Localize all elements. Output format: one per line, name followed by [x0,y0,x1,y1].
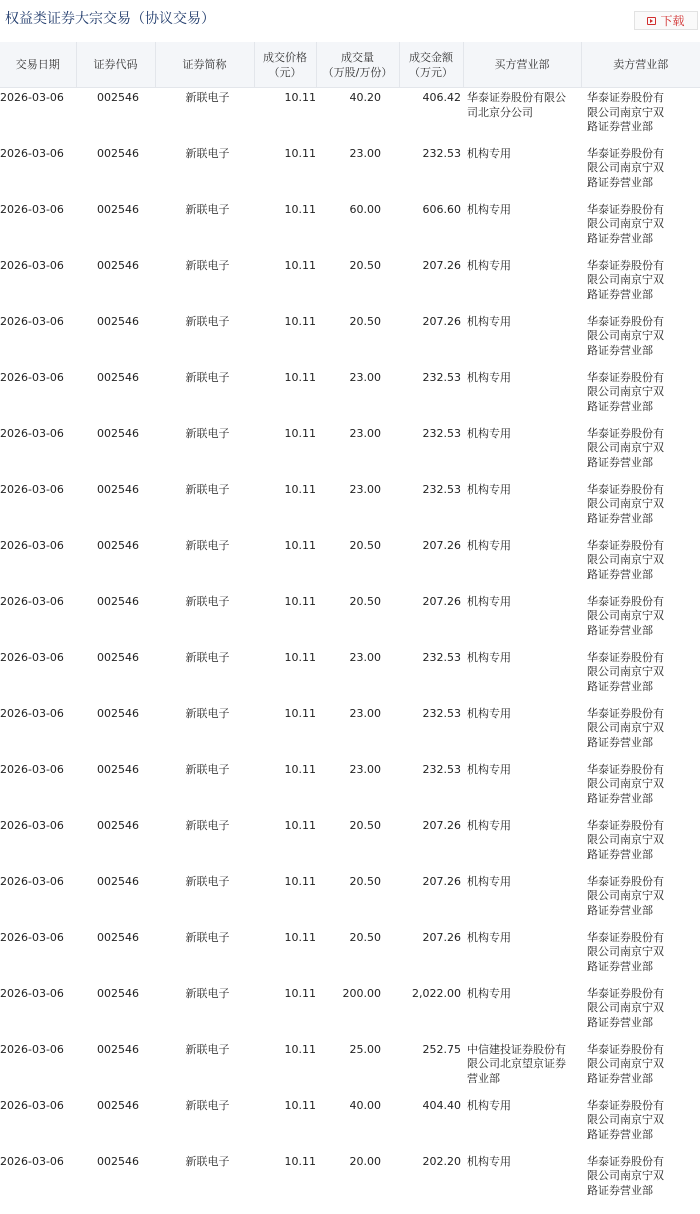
security-name-cell: 新联电子 [185,426,230,440]
volume-cell: 23.00 [349,762,381,776]
price-cell: 10.11 [284,202,316,216]
security-code-cell: 002546 [97,762,139,776]
price-cell: 10.11 [284,874,316,888]
block-trade-table [0,42,700,1208]
price-cell: 10.11 [284,1042,316,1056]
trade-date-cell: 2026-03-06 [0,370,64,384]
security-code-cell: 002546 [97,426,139,440]
security-code-cell: 002546 [97,1098,139,1112]
amount-cell: 207.26 [422,314,461,328]
buyer-cell: 机构专用 [467,202,511,216]
price-cell: 10.11 [284,1098,316,1112]
price-cell: 10.11 [284,594,316,608]
buyer-cell: 机构专用 [467,1098,511,1112]
buyer-cell: 机构专用 [467,930,511,944]
volume-cell: 20.50 [349,258,381,272]
price-cell: 10.11 [284,146,316,160]
volume-cell: 200.00 [342,986,381,1000]
header-amount [399,42,463,88]
volume-cell: 20.50 [349,874,381,888]
header-buyer [463,42,581,88]
volume-cell: 23.00 [349,426,381,440]
price-cell: 10.11 [284,1154,316,1168]
buyer-cell: 机构专用 [467,986,511,1000]
amount-cell: 606.60 [422,202,461,216]
table-row [0,88,700,144]
volume-cell: 40.20 [349,91,381,104]
buyer-cell: 机构专用 [467,594,511,608]
buyer-cell: 机构专用 [467,258,511,272]
header-security-code [76,42,155,88]
security-name-cell: 新联电子 [185,202,230,216]
trade-date-cell: 2026-03-06 [0,538,64,552]
amount-cell: 232.53 [422,426,461,440]
security-code-cell: 002546 [97,258,139,272]
security-code-cell: 002546 [97,986,139,1000]
volume-cell: 23.00 [349,370,381,384]
header-trade-date [0,42,76,88]
trade-date-cell: 2026-03-06 [0,91,64,104]
download-button[interactable] [634,11,698,30]
seller-cell: 华泰证券股份有限公司南京宁双路证券营业部 [587,986,664,1029]
seller-cell: 华泰证券股份有限公司南京宁双路证券营业部 [587,538,664,581]
seller-cell: 华泰证券股份有限公司南京宁双路证券营业部 [587,818,664,861]
header-price-label: 成交价格 [263,50,307,64]
table-header [0,42,700,88]
table-row [0,704,700,760]
price-cell: 10.11 [284,91,316,104]
amount-cell: 404.40 [422,1098,461,1112]
buyer-cell: 机构专用 [467,146,511,160]
volume-cell: 20.00 [349,1154,381,1168]
security-code-cell: 002546 [97,650,139,664]
trade-date-cell: 2026-03-06 [0,202,64,216]
header-volume-label: 成交量 [341,50,374,64]
price-cell: 10.11 [284,818,316,832]
amount-cell: 232.53 [422,146,461,160]
download-label: 下载 [660,14,685,28]
table-row [0,144,700,200]
trade-date-cell: 2026-03-06 [0,482,64,496]
amount-cell: 207.26 [422,818,461,832]
volume-cell: 25.00 [349,1042,381,1056]
trade-date-cell: 2026-03-06 [0,1098,64,1112]
buyer-cell: 机构专用 [467,1154,511,1168]
seller-cell: 华泰证券股份有限公司南京宁双路证券营业部 [587,1098,664,1141]
security-code-cell: 002546 [97,314,139,328]
seller-cell: 华泰证券股份有限公司南京宁双路证券营业部 [587,91,664,133]
table-row [0,256,700,312]
security-code-cell: 002546 [97,538,139,552]
price-cell: 10.11 [284,258,316,272]
seller-cell: 华泰证券股份有限公司南京宁双路证券营业部 [587,706,664,749]
volume-cell: 40.00 [349,1098,381,1112]
header-security-name [155,42,254,88]
trade-date-cell: 2026-03-06 [0,874,64,888]
security-name-cell: 新联电子 [185,650,230,664]
security-code-cell: 002546 [97,482,139,496]
buyer-cell: 中信建投证券股份有限公司北京望京证券营业部 [467,1042,566,1085]
table-row [0,648,700,704]
header-volume-unit: （万股/万份） [322,65,393,79]
security-code-cell: 002546 [97,874,139,888]
trade-date-cell: 2026-03-06 [0,594,64,608]
security-name-cell: 新联电子 [185,91,230,104]
table-row [0,760,700,816]
buyer-cell: 机构专用 [467,818,511,832]
header-price [254,42,316,88]
buyer-cell: 机构专用 [467,874,511,888]
buyer-cell: 机构专用 [467,762,511,776]
buyer-cell: 机构专用 [467,314,511,328]
trade-date-cell: 2026-03-06 [0,986,64,1000]
header-buyer-label: 买方营业部 [494,58,550,71]
header-price-unit: （元） [268,65,302,79]
trade-date-cell: 2026-03-06 [0,426,64,440]
amount-cell: 232.53 [422,762,461,776]
trade-date-cell: 2026-03-06 [0,146,64,160]
security-name-cell: 新联电子 [185,258,230,272]
security-code-cell: 002546 [97,706,139,720]
header-row [0,42,700,88]
security-code-cell: 002546 [97,1154,139,1168]
buyer-cell: 华泰证券股份有限公司北京分公司 [467,91,566,119]
security-code-cell: 002546 [97,594,139,608]
amount-cell: 207.26 [422,594,461,608]
amount-cell: 2,022.00 [412,986,461,1000]
security-code-cell: 002546 [97,370,139,384]
seller-cell: 华泰证券股份有限公司南京宁双路证券营业部 [587,1042,664,1085]
table-row [0,1040,700,1096]
table-row [0,480,700,536]
buyer-cell: 机构专用 [467,370,511,384]
volume-cell: 20.50 [349,930,381,944]
header-amount-label: 成交金额 [409,50,453,64]
price-cell: 10.11 [284,314,316,328]
trade-date-cell: 2026-03-06 [0,818,64,832]
security-name-cell: 新联电子 [185,986,230,1000]
trade-date-cell: 2026-03-06 [0,650,64,664]
amount-cell: 232.53 [422,370,461,384]
seller-cell: 华泰证券股份有限公司南京宁双路证券营业部 [587,482,664,525]
security-name-cell: 新联电子 [185,762,230,776]
volume-cell: 23.00 [349,650,381,664]
header-amount-unit: （万元） [409,65,453,79]
table-row [0,984,700,1040]
seller-cell: 华泰证券股份有限公司南京宁双路证券营业部 [587,146,664,189]
amount-cell: 406.42 [422,91,461,104]
table-row [0,1096,700,1152]
seller-cell: 华泰证券股份有限公司南京宁双路证券营业部 [587,1154,664,1197]
trade-date-cell: 2026-03-06 [0,762,64,776]
security-name-cell: 新联电子 [185,482,230,496]
header-security-name-label: 证券简称 [182,58,227,71]
volume-cell: 20.50 [349,818,381,832]
security-name-cell: 新联电子 [185,370,230,384]
security-code-cell: 002546 [97,146,139,160]
volume-cell: 20.50 [349,538,381,552]
amount-cell: 252.75 [422,1042,461,1056]
price-cell: 10.11 [284,426,316,440]
table-row [0,312,700,368]
buyer-cell: 机构专用 [467,650,511,664]
security-name-cell: 新联电子 [185,818,230,832]
header-seller [581,42,700,88]
header-security-code-label: 证券代码 [93,58,138,71]
price-cell: 10.11 [284,762,316,776]
volume-cell: 60.00 [349,202,381,216]
table-row [0,592,700,648]
table-row [0,424,700,480]
table-row [0,1152,700,1208]
price-cell: 10.11 [284,650,316,664]
table-row [0,536,700,592]
seller-cell: 华泰证券股份有限公司南京宁双路证券营业部 [587,258,664,301]
amount-cell: 202.20 [422,1154,461,1168]
seller-cell: 华泰证券股份有限公司南京宁双路证券营业部 [587,930,664,973]
seller-cell: 华泰证券股份有限公司南京宁双路证券营业部 [587,762,664,805]
price-cell: 10.11 [284,538,316,552]
buyer-cell: 机构专用 [467,706,511,720]
price-cell: 10.11 [284,986,316,1000]
table-row [0,816,700,872]
security-name-cell: 新联电子 [185,314,230,328]
page-title: 权益类证券大宗交易（协议交易） [5,11,215,27]
header-seller-label: 卖方营业部 [613,58,669,71]
security-name-cell: 新联电子 [185,538,230,552]
download-icon [647,17,656,25]
security-name-cell: 新联电子 [185,930,230,944]
price-cell: 10.11 [284,930,316,944]
price-cell: 10.11 [284,706,316,720]
security-code-cell: 002546 [97,202,139,216]
page-header [0,0,700,40]
price-cell: 10.11 [284,482,316,496]
seller-cell: 华泰证券股份有限公司南京宁双路证券营业部 [587,594,664,637]
table-row [0,872,700,928]
security-name-cell: 新联电子 [185,1098,230,1112]
seller-cell: 华泰证券股份有限公司南京宁双路证券营业部 [587,874,664,917]
amount-cell: 232.53 [422,706,461,720]
trade-date-cell: 2026-03-06 [0,258,64,272]
security-name-cell: 新联电子 [185,594,230,608]
volume-cell: 23.00 [349,146,381,160]
volume-cell: 20.50 [349,594,381,608]
header-volume [316,42,399,88]
table-row [0,368,700,424]
amount-cell: 232.53 [422,482,461,496]
table-row [0,928,700,984]
amount-cell: 207.26 [422,538,461,552]
table-body [0,88,700,1208]
security-code-cell: 002546 [97,1042,139,1056]
security-name-cell: 新联电子 [185,706,230,720]
security-code-cell: 002546 [97,818,139,832]
security-code-cell: 002546 [97,91,139,104]
seller-cell: 华泰证券股份有限公司南京宁双路证券营业部 [587,650,664,693]
trade-date-cell: 2026-03-06 [0,1154,64,1168]
amount-cell: 207.26 [422,258,461,272]
amount-cell: 207.26 [422,930,461,944]
volume-cell: 20.50 [349,314,381,328]
trade-date-cell: 2026-03-06 [0,314,64,328]
table-row [0,200,700,256]
security-name-cell: 新联电子 [185,1154,230,1168]
seller-cell: 华泰证券股份有限公司南京宁双路证券营业部 [587,370,664,413]
trade-date-cell: 2026-03-06 [0,706,64,720]
seller-cell: 华泰证券股份有限公司南京宁双路证券营业部 [587,314,664,357]
amount-cell: 207.26 [422,874,461,888]
trade-date-cell: 2026-03-06 [0,930,64,944]
seller-cell: 华泰证券股份有限公司南京宁双路证券营业部 [587,202,664,245]
amount-cell: 232.53 [422,650,461,664]
trade-date-cell: 2026-03-06 [0,1042,64,1056]
security-code-cell: 002546 [97,930,139,944]
seller-cell: 华泰证券股份有限公司南京宁双路证券营业部 [587,426,664,469]
buyer-cell: 机构专用 [467,482,511,496]
security-name-cell: 新联电子 [185,146,230,160]
volume-cell: 23.00 [349,482,381,496]
security-name-cell: 新联电子 [185,1042,230,1056]
buyer-cell: 机构专用 [467,538,511,552]
volume-cell: 23.00 [349,706,381,720]
security-name-cell: 新联电子 [185,874,230,888]
header-trade-date-label: 交易日期 [15,58,60,71]
price-cell: 10.11 [284,370,316,384]
buyer-cell: 机构专用 [467,426,511,440]
